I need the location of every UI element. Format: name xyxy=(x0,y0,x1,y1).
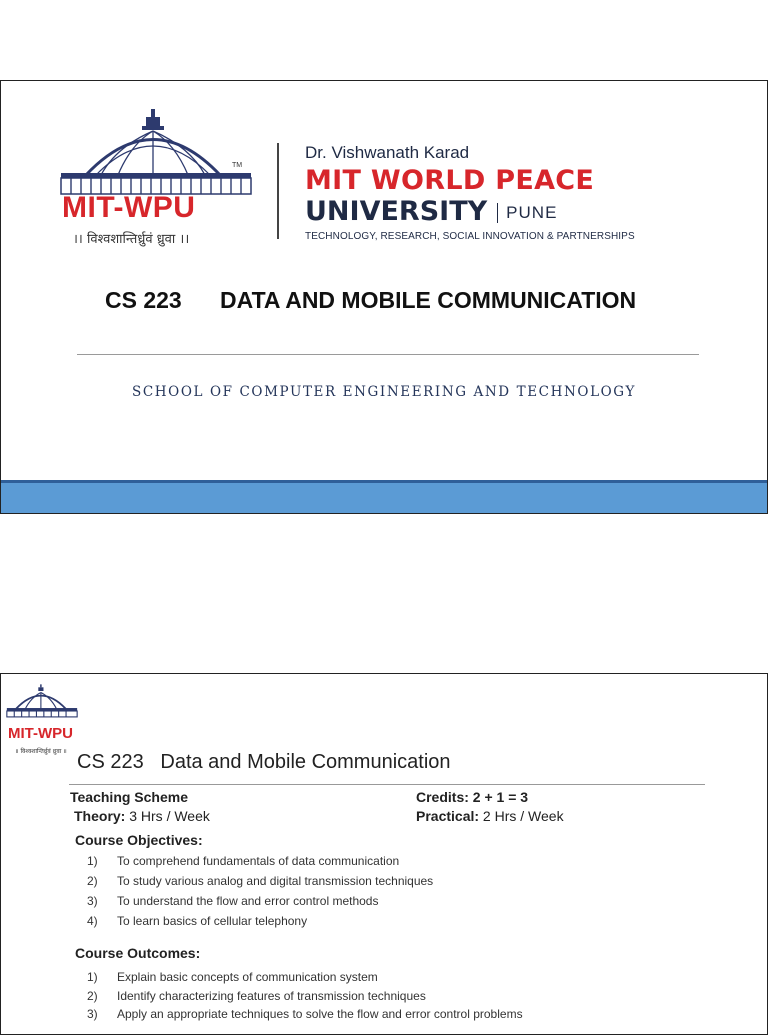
list-item: 1) Explain basic concepts of communication system xyxy=(87,970,378,984)
university-name-block xyxy=(305,143,705,242)
theory-value: 3 Hrs / Week xyxy=(125,808,210,824)
trademark-mark: TM xyxy=(232,162,243,169)
logo-wordmark: MIT-WPU xyxy=(62,191,196,224)
practical-label: Practical: xyxy=(416,808,480,824)
practical-value: 2 Hrs / Week xyxy=(479,808,564,824)
university-name-line1: MIT WORLD PEACE xyxy=(305,165,595,196)
theory-label: Theory: xyxy=(74,808,126,824)
list-item: 3) To understand the flow and error control methods xyxy=(87,894,379,908)
university-name-line2 xyxy=(305,196,705,228)
university-name-line2-text: UNIVERSITY xyxy=(305,196,488,227)
list-item: 3) Apply an appropriate techniques to solve the flow and error control problems xyxy=(87,1007,523,1021)
footer-band xyxy=(1,480,767,513)
university-city: PUNE xyxy=(506,203,558,222)
small-logo-wordmark: MIT-WPU xyxy=(8,725,73,742)
theory-hours xyxy=(74,808,210,824)
city-separator xyxy=(497,203,498,223)
list-item: 2) Identify characterizing features of transmission techniques xyxy=(87,988,426,1003)
logo-divider xyxy=(277,143,279,239)
list-item: 4) To learn basics of cellular telephony xyxy=(87,914,308,928)
school-name: SCHOOL OF COMPUTER ENGINEERING AND TECHNOLOGY xyxy=(132,384,636,400)
outcomes-list xyxy=(87,968,523,1024)
course-info-slide xyxy=(0,673,768,1035)
credits-label: Credits: 2 + 1 = 3 xyxy=(416,789,529,805)
course-title: CS 223 DATA AND MOBILE COMMUNICATION xyxy=(105,287,637,313)
objectives-list xyxy=(87,851,433,931)
teaching-scheme-label: Teaching Scheme xyxy=(70,789,189,805)
small-logo-motto: ॥ विश्वशान्तिर्ध्रुवं ध्रुवा ॥ xyxy=(15,748,67,755)
slide-title-divider xyxy=(69,784,705,785)
title-divider xyxy=(77,354,699,355)
outcomes-heading: Course Outcomes: xyxy=(75,945,201,961)
slide-title: CS 223 Data and Mobile Communication xyxy=(77,751,451,773)
title-slide xyxy=(0,80,768,514)
logo-motto: ।। विश्वशान्तिर्ध्रुवं ध्रुवा ।। xyxy=(73,232,190,247)
list-item: 1) To comprehend fundamentals of data communication xyxy=(87,854,400,868)
small-mit-wpu-logo xyxy=(5,678,79,756)
practical-hours xyxy=(416,808,564,824)
list-item: 2) To study various analog and digital transmission techniques xyxy=(87,874,434,888)
university-prefix: Dr. Vishwanath Karad xyxy=(305,143,470,162)
objectives-heading: Course Objectives: xyxy=(75,832,203,848)
university-tagline: TECHNOLOGY, RESEARCH, SOCIAL INNOVATION & PARTNERSHIPS xyxy=(305,231,635,242)
small-dome-logo-icon xyxy=(5,678,79,724)
dome-logo-icon xyxy=(56,109,256,199)
mit-wpu-logo xyxy=(56,109,256,247)
